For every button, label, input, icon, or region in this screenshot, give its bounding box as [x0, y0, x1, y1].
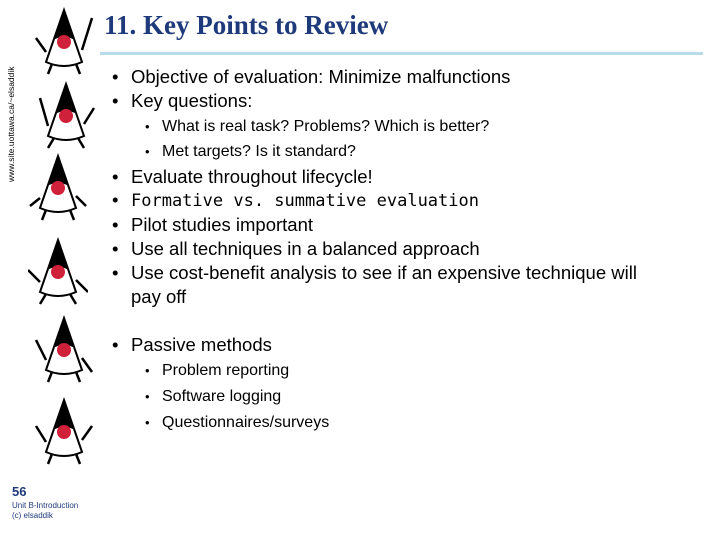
bullet-dot-icon: • [112, 238, 119, 259]
bullet-dot-icon: • [145, 363, 150, 378]
bullet-dot-icon: • [145, 389, 150, 404]
java-duke-mascot-icon [34, 394, 94, 466]
sub-bullet-item: • What is real task? Problems? Which is better? [145, 118, 490, 135]
java-duke-mascot-icon [28, 150, 88, 222]
sidebar-url: www.site.uottawa.ca/~elsaddik [6, 66, 16, 182]
bullet-item: • Key questions: [112, 90, 253, 111]
bullet-item: • Evaluate throughout lifecycle! [112, 166, 373, 187]
bullet-dot-icon: • [112, 334, 119, 355]
bullet-dot-icon: • [112, 214, 119, 235]
bullet-item: • Use all techniques in a balanced approach [112, 238, 480, 259]
bullet-item: • Use cost-benefit analysis to see if an expensive technique will [112, 262, 637, 283]
sub-bullet-item: • Software logging [145, 388, 282, 405]
java-duke-mascot-icon [36, 78, 96, 150]
bullet-dot-icon: • [145, 119, 150, 134]
bullet-dot-icon: • [112, 189, 119, 210]
bullet-dot-icon: • [145, 415, 150, 430]
sub-bullet-item: • Met targets? Is it standard? [145, 143, 356, 160]
bullet-dot-icon: • [112, 66, 119, 87]
java-duke-mascot-icon [34, 312, 94, 384]
title-divider [100, 52, 703, 55]
footer-info [12, 501, 78, 521]
page-number: 56 [12, 484, 27, 499]
footer-copyright: (c) elsaddik [12, 511, 53, 520]
bullet-item: • Passive methods [112, 334, 272, 355]
bullet-item: • Objective of evaluation: Minimize malfunctions [112, 66, 511, 87]
bullet-dot-icon: • [112, 166, 119, 187]
bullet-dot-icon: • [112, 262, 119, 283]
bullet-dot-icon: • [145, 144, 150, 159]
slide-title: 11. Key Points to Review [104, 10, 389, 40]
bullet-continuation: pay off [131, 286, 187, 307]
bullet-item: • Formative vs. summative evaluation [112, 189, 479, 211]
bullet-item: • Pilot studies important [112, 214, 314, 235]
sub-bullet-item: • Questionnaires/surveys [145, 414, 330, 431]
java-duke-mascot-icon [34, 4, 94, 76]
footer-unit: Unit B-Introduction [12, 501, 79, 510]
bullet-dot-icon: • [112, 90, 119, 111]
sub-bullet-item: • Problem reporting [145, 362, 290, 379]
java-duke-mascot-icon [28, 234, 88, 306]
